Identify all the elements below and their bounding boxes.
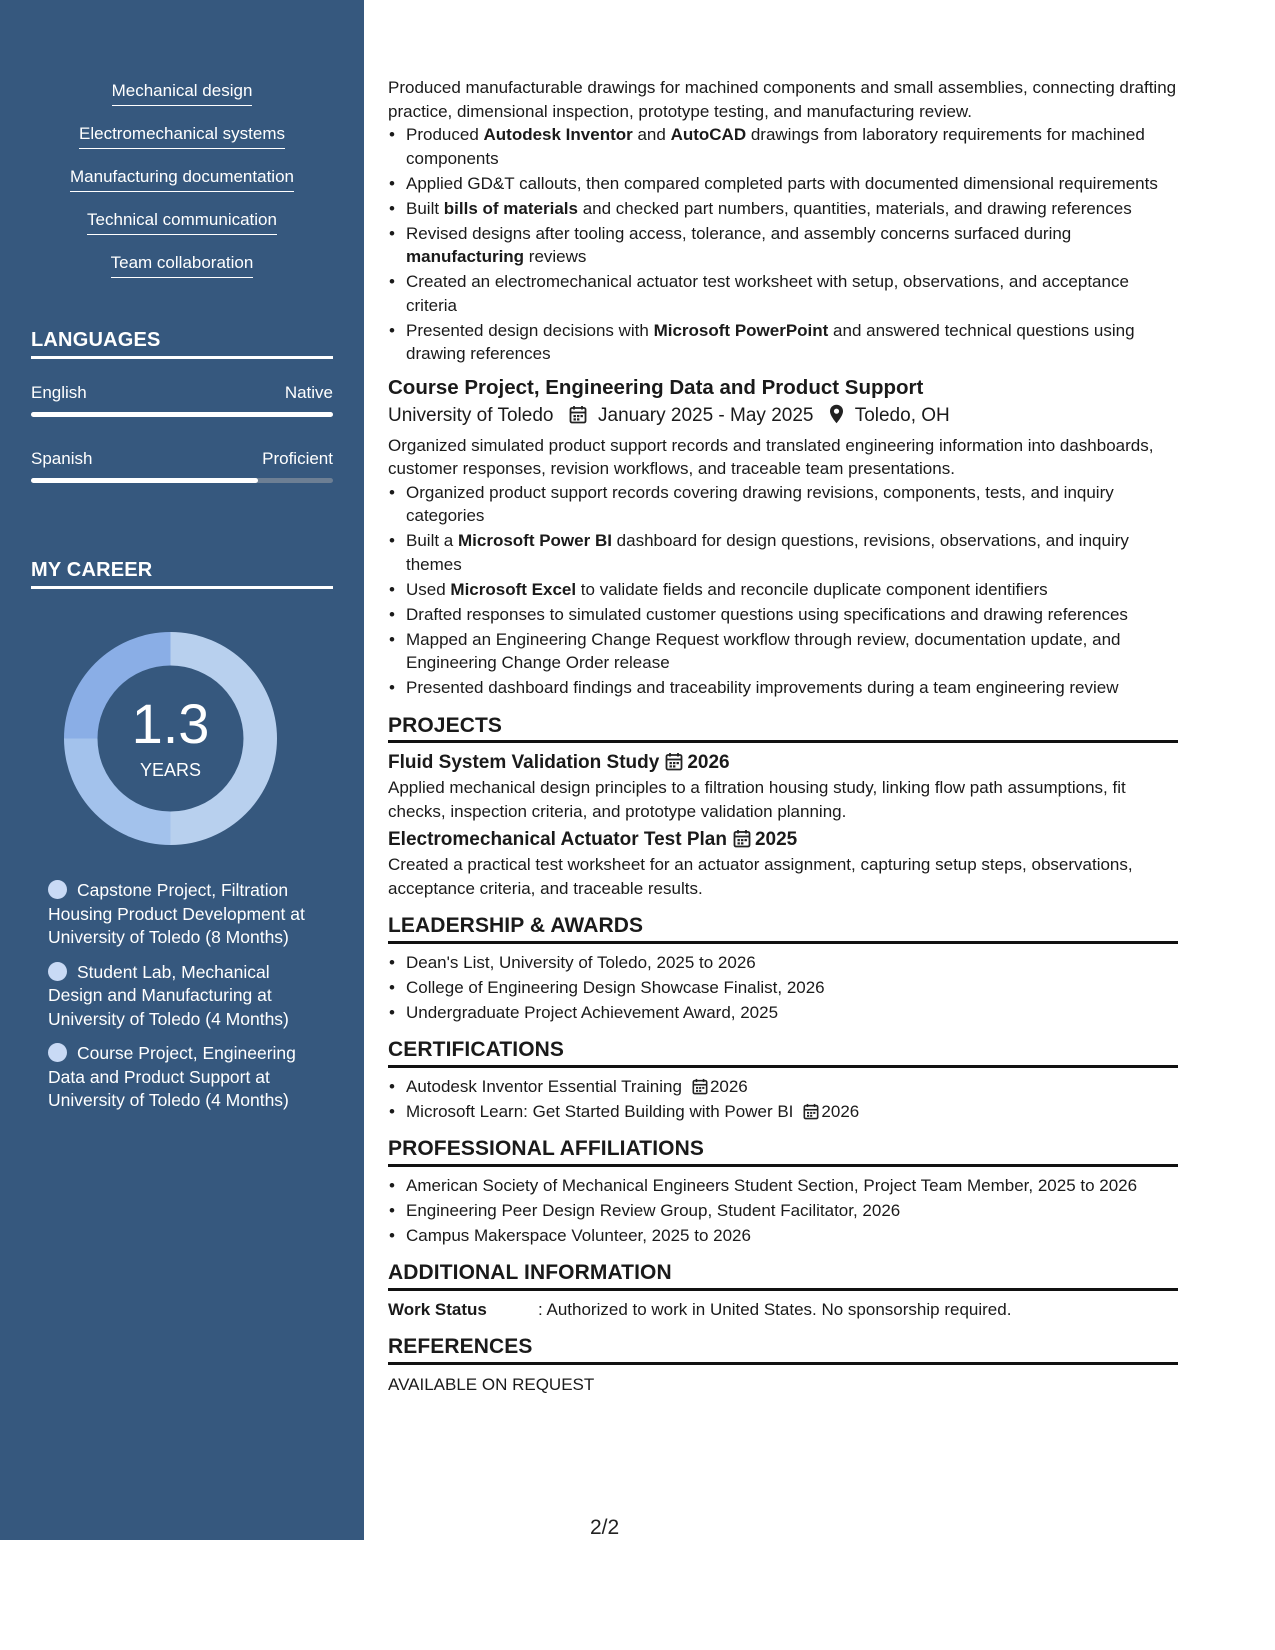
project-title: Electromechanical Actuator Test Plan 2025 <box>388 829 798 850</box>
calendar-icon <box>682 1077 710 1096</box>
awards-heading: LEADERSHIP & AWARDS <box>388 914 1178 944</box>
project-description: Applied mechanical design principles to a filtration housing study, linking flow path assumptions, fit checks, inspection criteria, and prototype validation planning. <box>388 778 1126 821</box>
language-level: Native <box>284 383 333 402</box>
career-item <box>48 1042 310 1113</box>
certifications-list <box>388 1075 1178 1124</box>
career-item-text: Capstone Project, Filtration Housing Product Development at University of Toledo (8 Months) <box>48 880 305 947</box>
references-heading: REFERENCES <box>388 1335 1178 1365</box>
language-spanish <box>31 449 333 469</box>
language-name: Spanish <box>31 449 93 468</box>
bullet-item: • Revised designs after tooling access, tolerance, and assembly concerns surfaced during manufacturing reviews <box>406 222 1178 269</box>
career-years-value: 1.3 <box>131 692 210 755</box>
language-english <box>31 383 333 403</box>
experience-title: Course Project, Engineering Data and Product Support <box>388 375 924 399</box>
bullet-item: • Organized product support records covering drawing revisions, components, tests, and inquiry categories <box>406 481 1178 528</box>
bullet-item: • Used Microsoft Excel to validate fields and reconcile duplicate component identifiers <box>406 578 1178 602</box>
calendar-icon <box>727 829 755 850</box>
list-item: • Microsoft Learn: Get Started Building with Power BI 2026 <box>406 1100 1178 1124</box>
list-item: • Engineering Peer Design Review Group, Student Facilitator, 2026 <box>406 1199 1178 1223</box>
bullet-item: • Presented design decisions with Microsoft PowerPoint and answered technical questions using drawing references <box>406 319 1178 366</box>
skill-item: Technical communication <box>87 209 277 235</box>
work-status-value: : Authorized to work in United States. No sponsorship required. <box>538 1299 1012 1319</box>
list-item: • Campus Makerspace Volunteer, 2025 to 2026 <box>406 1224 1178 1248</box>
list-item: • Dean's List, University of Toledo, 2025 to 2026 <box>406 951 1178 975</box>
list-item: • Undergraduate Project Achievement Award, 2025 <box>406 1001 1178 1025</box>
skill-item: Manufacturing documentation <box>70 166 294 192</box>
skill-item: Electromechanical systems <box>79 123 285 149</box>
experience-meta <box>388 402 1178 430</box>
career-item-text: Student Lab, Mechanical Design and Manufacturing at University of Toledo (4 Months) <box>48 961 289 1029</box>
affiliations-heading: PROFESSIONAL AFFILIATIONS <box>388 1137 1178 1167</box>
career-years-unit: YEARS <box>139 760 202 780</box>
experience-org: University of Toledo <box>388 404 554 426</box>
bullet-item: • Applied GD&T callouts, then compared completed parts with documented dimensional requirements <box>406 172 1178 196</box>
bullet-dot-icon <box>48 880 67 899</box>
experience-intro: Organized simulated product support records and translated engineering information into dashboards, customer responses, revision workflows, and traceable team presentations. <box>388 435 1154 478</box>
calendar-icon <box>569 405 587 426</box>
languages-heading: LANGUAGES <box>31 329 333 359</box>
references-text: AVAILABLE ON REQUEST <box>388 1374 595 1394</box>
affiliations-list <box>388 1174 1178 1248</box>
language-bar <box>31 412 333 417</box>
bullet-item: • Drafted responses to simulated customer questions using specifications and drawing references <box>406 603 1178 627</box>
bullet-item: • Presented dashboard findings and traceability improvements during a team engineering review <box>406 676 1178 700</box>
projects-heading: PROJECTS <box>388 714 1178 744</box>
experience-location: Toledo, OH <box>854 404 950 426</box>
bullet-item: • Mapped an Engineering Change Request workflow through review, documentation update, and Engineering Change Order release <box>406 628 1178 675</box>
career-item <box>48 879 310 950</box>
bullet-item: • Produced Autodesk Inventor and AutoCAD drawings from laboratory requirements for machined components <box>406 123 1178 170</box>
career-list <box>48 879 310 1124</box>
additional-heading: ADDITIONAL INFORMATION <box>388 1261 1178 1291</box>
main-content <box>388 76 1178 1396</box>
career-item <box>48 961 310 1032</box>
experience-intro: Produced manufacturable drawings for machined components and small assemblies, connecting drafting practice, dimensional inspection, prototype testing, and manufacturing review. <box>388 78 1177 121</box>
language-name: English <box>31 383 87 402</box>
career-donut-chart <box>64 632 277 845</box>
calendar-icon <box>793 1102 821 1121</box>
language-level: Proficient <box>262 449 333 468</box>
language-bar-fill <box>31 412 333 417</box>
experience-bullets <box>388 123 1178 366</box>
page-number: 2/2 <box>590 1516 620 1539</box>
language-bar <box>31 478 333 483</box>
certifications-heading: CERTIFICATIONS <box>388 1038 1178 1068</box>
bullet-dot-icon <box>48 1043 67 1062</box>
project-description: Created a practical test worksheet for an actuator assignment, capturing setup steps, observations, acceptance criteria, and traceable results. <box>388 855 1133 898</box>
skill-item: Mechanical design <box>112 80 253 106</box>
skill-item: Team collaboration <box>111 252 254 278</box>
language-bar-fill <box>31 478 258 483</box>
location-pin-icon <box>829 405 844 426</box>
skills-list <box>0 80 364 295</box>
bullet-dot-icon <box>48 962 67 981</box>
experience-dates: January 2025 - May 2025 <box>598 404 814 426</box>
list-item: • Autodesk Inventor Essential Training 2026 <box>406 1075 1178 1099</box>
bullet-item: • Built bills of materials and checked part numbers, quantities, materials, and drawing references <box>406 197 1178 221</box>
project-title: Fluid System Validation Study 2026 <box>388 752 730 773</box>
career-heading: MY CAREER <box>31 559 333 589</box>
bullet-item: • Built a Microsoft Power BI dashboard for design questions, revisions, observations, and inquiry themes <box>406 529 1178 576</box>
work-status-label: Work Status <box>388 1299 487 1319</box>
experience-bullets <box>388 481 1178 700</box>
bullet-item: • Created an electromechanical actuator test worksheet with setup, observations, and acceptance criteria <box>406 270 1178 317</box>
list-item: • American Society of Mechanical Engineers Student Section, Project Team Member, 2025 to 2026 <box>406 1174 1178 1198</box>
work-status-row <box>388 1298 1178 1322</box>
list-item: • College of Engineering Design Showcase Finalist, 2026 <box>406 976 1178 1000</box>
career-item-text: Course Project, Engineering Data and Product Support at University of Toledo (4 Months) <box>48 1043 296 1110</box>
awards-list <box>388 951 1178 1025</box>
sidebar <box>0 0 364 1540</box>
calendar-icon <box>659 752 687 773</box>
